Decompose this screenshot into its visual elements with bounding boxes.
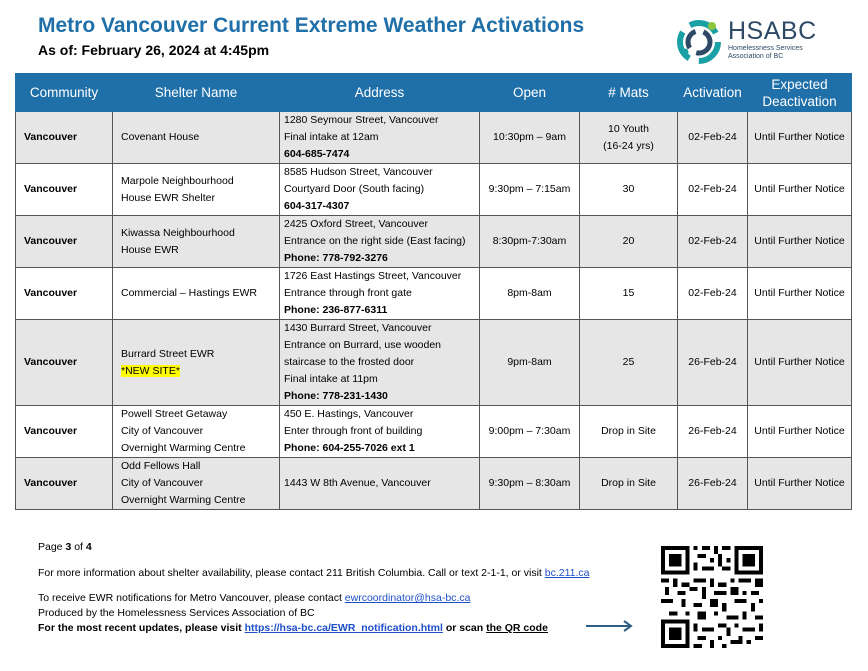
mats-line: 25 bbox=[622, 356, 635, 368]
activation-cell: 02-Feb-24 bbox=[678, 164, 748, 216]
community-cell: Vancouver bbox=[16, 458, 113, 510]
column-header-shelter-name: Shelter Name bbox=[113, 74, 280, 112]
address-line: Entrance on the right side (East facing) bbox=[284, 235, 466, 247]
table-row bbox=[16, 268, 852, 320]
mats-line: 10 Youth bbox=[608, 122, 649, 135]
deactivation-cell: Until Further Notice bbox=[748, 268, 852, 320]
page-title: Metro Vancouver Current Extreme Weather Activations bbox=[38, 14, 585, 37]
address-line: 2425 Oxford Street, Vancouver bbox=[284, 218, 428, 230]
table-row bbox=[16, 164, 852, 216]
updates-or-text: or scan bbox=[442, 622, 487, 634]
page-current: 3 bbox=[65, 541, 72, 553]
address-line: 1726 East Hastings Street, Vancouver bbox=[284, 270, 462, 282]
shelter-name-line: Overnight Warming Centre bbox=[121, 494, 246, 506]
community-cell: Vancouver bbox=[16, 164, 113, 216]
arrow-right-icon bbox=[586, 618, 636, 634]
address-line: Final intake at 11pm bbox=[284, 373, 378, 385]
address-line: 450 E. Hastings, Vancouver bbox=[284, 408, 414, 420]
address-line: Entrance through front gate bbox=[284, 287, 412, 299]
address-line: Courtyard Door (South facing) bbox=[284, 183, 425, 195]
deactivation-cell: Until Further Notice bbox=[748, 112, 852, 164]
updates-line bbox=[38, 622, 548, 634]
shelter-name-line: Commercial – Hastings EWR bbox=[121, 287, 257, 299]
shelter-name-line: House EWR Shelter bbox=[121, 191, 215, 204]
community-cell: Vancouver bbox=[16, 320, 113, 406]
column-header-activation: Activation bbox=[678, 74, 748, 112]
address-line: Final intake at 12am bbox=[284, 131, 379, 143]
mats-cell bbox=[580, 320, 678, 406]
mats-line: 30 bbox=[622, 183, 635, 195]
page-total: 4 bbox=[85, 541, 92, 553]
open-hours-cell: 8:30pm-7:30am bbox=[480, 216, 580, 268]
deactivation-cell: Until Further Notice bbox=[748, 164, 852, 216]
activation-cell: 26-Feb-24 bbox=[678, 406, 748, 458]
shelter-name-cell bbox=[113, 458, 280, 510]
qr-code-icon[interactable] bbox=[661, 546, 763, 648]
shelter-table bbox=[15, 73, 852, 510]
qr-code-reference: the QR code bbox=[486, 622, 548, 634]
address-cell bbox=[280, 458, 480, 510]
community-cell: Vancouver bbox=[16, 112, 113, 164]
column-header-mats: # Mats bbox=[580, 74, 678, 112]
address-line: 1443 W 8th Avenue, Vancouver bbox=[284, 477, 431, 489]
column-header-address: Address bbox=[280, 74, 480, 112]
address-line: 1280 Seymour Street, Vancouver bbox=[284, 114, 439, 126]
page-of-label: of bbox=[71, 541, 86, 553]
address-line: Entrance on Burrard, use wooden bbox=[284, 339, 442, 351]
address-cell bbox=[280, 112, 480, 164]
shelter-name-cell bbox=[113, 112, 280, 164]
phone-number: 604-685-7474 bbox=[284, 148, 350, 160]
activation-cell: 02-Feb-24 bbox=[678, 112, 748, 164]
open-hours-cell: 9pm-8am bbox=[480, 320, 580, 406]
phone-number: 604-317-4307 bbox=[284, 200, 350, 212]
open-hours-cell: 9:30pm – 7:15am bbox=[480, 164, 580, 216]
community-cell: Vancouver bbox=[16, 268, 113, 320]
open-hours-cell: 9:30pm – 8:30am bbox=[480, 458, 580, 510]
column-header-community: Community bbox=[16, 74, 113, 112]
shelter-name-cell bbox=[113, 164, 280, 216]
table-row bbox=[16, 216, 852, 268]
open-hours-cell: 10:30pm – 9am bbox=[480, 112, 580, 164]
address-cell bbox=[280, 216, 480, 268]
deactivation-cell: Until Further Notice bbox=[748, 458, 852, 510]
updates-text: For the most recent updates, please visit bbox=[38, 622, 245, 634]
column-header-open: Open bbox=[480, 74, 580, 112]
mats-line: 15 bbox=[622, 287, 635, 299]
mats-line: Drop in Site bbox=[601, 425, 656, 437]
produced-by: Produced by the Homelessness Services Association of BC bbox=[38, 607, 315, 619]
address-cell bbox=[280, 406, 480, 458]
mats-cell bbox=[580, 164, 678, 216]
hsabc-logo bbox=[676, 18, 826, 64]
mats-cell bbox=[580, 406, 678, 458]
address-line: 1430 Burrard Street, Vancouver bbox=[284, 322, 432, 334]
deactivation-cell: Until Further Notice bbox=[748, 216, 852, 268]
deactivation-cell: Until Further Notice bbox=[748, 320, 852, 406]
page-label: Page bbox=[38, 541, 66, 553]
shelter-name-line: Odd Fellows Hall bbox=[121, 460, 201, 472]
shelter-name-line: City of Vancouver bbox=[121, 477, 204, 489]
page-number bbox=[38, 541, 92, 553]
community-cell: Vancouver bbox=[16, 406, 113, 458]
mats-cell bbox=[580, 458, 678, 510]
shelter-name-line: Powell Street Getaway bbox=[121, 408, 228, 420]
table-row bbox=[16, 458, 852, 510]
ewr-line bbox=[38, 592, 470, 604]
logo-subtitle: Homelessness Services Association of BC bbox=[728, 45, 803, 60]
address-cell bbox=[280, 320, 480, 406]
table-row bbox=[16, 320, 852, 406]
shelter-name-line: Covenant House bbox=[121, 131, 200, 143]
phone-number: Phone: 604-255-7026 ext 1 bbox=[284, 442, 415, 454]
info-text: For more information about shelter availability, please contact 211 British Columbia. Call or text 2-1-1, or visit bbox=[38, 567, 545, 579]
shelter-name-line: House EWR bbox=[121, 243, 179, 256]
as-of-date: As of: February 26, 2024 at 4:45pm bbox=[38, 42, 270, 58]
activation-cell: 02-Feb-24 bbox=[678, 216, 748, 268]
community-cell: Vancouver bbox=[16, 216, 113, 268]
shelter-name-line: Burrard Street EWR bbox=[121, 347, 215, 360]
hsabc-logo-icon bbox=[676, 18, 722, 64]
open-hours-cell: 8pm-8am bbox=[480, 268, 580, 320]
mats-line: (16-24 yrs) bbox=[603, 139, 654, 152]
shelter-name-cell bbox=[113, 216, 280, 268]
phone-number: Phone: 778-231-1430 bbox=[284, 390, 388, 402]
mats-line: Drop in Site bbox=[601, 477, 656, 489]
shelter-name-line: Kiwassa Neighbourhood bbox=[121, 226, 235, 239]
mats-cell bbox=[580, 268, 678, 320]
table-row bbox=[16, 112, 852, 164]
table-row bbox=[16, 406, 852, 458]
activation-cell: 26-Feb-24 bbox=[678, 458, 748, 510]
shelter-name-line: Marpole Neighbourhood bbox=[121, 174, 234, 187]
activation-cell: 26-Feb-24 bbox=[678, 320, 748, 406]
mats-cell bbox=[580, 216, 678, 268]
shelter-name-cell bbox=[113, 320, 280, 406]
shelter-name-line: Overnight Warming Centre bbox=[121, 442, 246, 454]
address-line: 8585 Hudson Street, Vancouver bbox=[284, 166, 433, 178]
ewr-notification-link[interactable]: https://hsa-bc.ca/EWR_notification.html bbox=[244, 622, 443, 634]
address-line: Enter through front of building bbox=[284, 425, 423, 437]
phone-number: Phone: 778-792-3276 bbox=[284, 252, 388, 264]
address-cell bbox=[280, 164, 480, 216]
shelter-name-cell bbox=[113, 406, 280, 458]
address-cell bbox=[280, 268, 480, 320]
mats-cell bbox=[580, 112, 678, 164]
info-line bbox=[38, 567, 590, 579]
ewr-email-link[interactable]: ewrcoordinator@hsa-bc.ca bbox=[344, 592, 471, 604]
mats-line: 20 bbox=[622, 235, 635, 247]
shelter-name-cell bbox=[113, 268, 280, 320]
logo-name: HSABC bbox=[728, 17, 817, 45]
ewr-text: To receive EWR notifications for Metro Vancouver, please contact bbox=[38, 592, 345, 604]
deactivation-cell: Until Further Notice bbox=[748, 406, 852, 458]
open-hours-cell: 9:00pm – 7:30am bbox=[480, 406, 580, 458]
shelter-name-line: City of Vancouver bbox=[121, 425, 204, 437]
new-site-badge: *NEW SITE* bbox=[121, 364, 180, 377]
address-line: staircase to the frosted door bbox=[284, 356, 415, 368]
activation-cell: 02-Feb-24 bbox=[678, 268, 748, 320]
bc211-link[interactable]: bc.211.ca bbox=[544, 567, 590, 579]
phone-number: Phone: 236-877-6311 bbox=[284, 304, 388, 316]
table-header-row bbox=[16, 74, 852, 112]
column-header-deactivation: Expected Deactivation bbox=[748, 74, 852, 112]
